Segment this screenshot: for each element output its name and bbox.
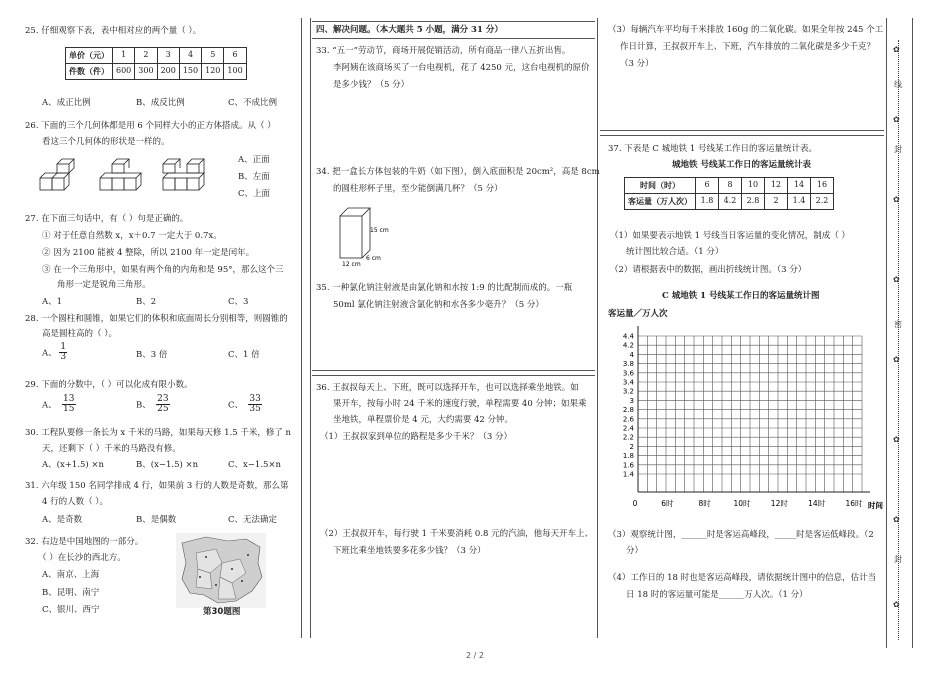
ridership-table-cell: 10 [742, 178, 765, 194]
q36-line3: 坐地铁，单程票价是 4 元，大约需要 42 分钟。 [333, 415, 514, 425]
section-heading: 四、解决问题。（本大题共 5 小题，满分 31 分） [316, 25, 503, 35]
box-depth-label: 6 cm [366, 255, 381, 262]
binding-margin-line [898, 40, 907, 640]
q37-p1-line1: （1）如果要表示地铁 1 号线当日客运量的变化情况，制成（ ） [610, 231, 850, 241]
q27-s2: ② 因为 2100 能被 4 整除，所以 2100 年一定是闰年。 [42, 248, 255, 258]
binding-circle-icon: ✿ [893, 435, 900, 444]
q32-opt-c: C、银川、西宁 [42, 605, 100, 615]
q32-opt-b: B、昆明、南宁 [42, 588, 100, 598]
table-title: 城地铁 号线某工作日的客运量统计表 [672, 160, 811, 170]
q30-opt-a: A、(x+1.5) ×n [42, 460, 105, 470]
q26-text1: 26. 下面的三个几何体都是用 6 个同样大小的正方体搭成。从（ ） [25, 121, 276, 131]
x-tick-label: 6时 [661, 499, 674, 508]
q32-opt-a: A、南京、上海 [42, 570, 100, 580]
q31-opt-c: C、无法确定 [228, 515, 278, 525]
q29-opt-c: C、 $\frac{33}{35}$ [228, 394, 261, 415]
box-height-label: 15 cm [370, 227, 389, 234]
ridership-table-cell: 6 [696, 178, 719, 194]
y-tick-label: 1.8 [622, 452, 634, 461]
binding-circle-icon: ✿ [893, 115, 900, 124]
q37-p4-line1: （4）工作日的 18 时也是客运高峰段，请依据统计图中的信息，估计当 [608, 573, 877, 583]
ridership-chart [600, 320, 884, 520]
ridership-table-cell: 12 [765, 178, 788, 194]
q28-opt-c: C、1 倍 [228, 350, 260, 360]
x-tick-label: 16时 [845, 499, 863, 508]
box-width-label: 12 cm [342, 261, 361, 268]
q33-line3: 是多少钱？（5 分） [333, 80, 410, 90]
binding-label-feng-2: 封 [894, 555, 902, 564]
map-caption: 第30题图 [203, 607, 241, 617]
binding-circle-icon: ✿ [893, 275, 900, 284]
china-map-image [176, 533, 266, 608]
q25-table-cell: 6 [224, 48, 246, 64]
ridership-table-cell: 14 [788, 178, 811, 194]
q36-line1: 36. 王叔叔每天上、下班，既可以选择开车，也可以选择乘坐地铁。如 [316, 383, 579, 393]
q26-text2: 看这三个几何体的形状是一样的。 [42, 137, 170, 147]
q33-line1: 33. “五一”劳动节，商场开展促销活动，所有商品一律八五折出售。 [316, 46, 571, 56]
q37-text: 37. 下表是 C 城地铁 1 号线某工作日的客运量统计表。 [608, 144, 817, 154]
q25-table [65, 47, 247, 80]
q29-opt-b: B、 $\frac{23}{25}$ [136, 394, 169, 415]
q28-text2: 高是圆柱高的（ ）。 [42, 329, 117, 339]
q37-p4-line2: 日 18 时的客运量可能是______万人次。（1 分） [626, 590, 808, 600]
q26-opt-a: A、正面 [238, 155, 270, 165]
binding-circle-icon: ✿ [893, 355, 900, 364]
binding-circle-icon: ✿ [893, 195, 900, 204]
y-tick-label: 2.4 [622, 424, 634, 433]
q25-table-cell: 300 [135, 64, 157, 80]
y-tick-label: 4.4 [622, 332, 634, 341]
q36-part2-line1: （2）王叔叔开车，每行驶 1 千米要消耗 0.8 元的汽油，他每天开车上、 [320, 529, 594, 539]
y-tick-label: 4.2 [622, 341, 634, 350]
q27-text: 27. 在下面三句话中，有（ ）句是正确的。 [25, 214, 189, 224]
q37-p3-line1: （3）观察统计图，______时是客运高峰段，_____时是客运低峰段。（2 [608, 530, 874, 540]
binding-circle-icon: ✿ [893, 515, 900, 524]
x-axis-label: 时间 [868, 501, 883, 510]
y-tick-label: 2.2 [622, 433, 634, 442]
q26-opt-b: B、左面 [238, 172, 270, 182]
q34-line2: 的圆柱形杯子里，至少能倒满几杯？（5 分） [333, 184, 503, 194]
q25-table-cell: 件数（件） [66, 64, 113, 80]
q32-text1: 32. 右边是中国地图的一部分。 [25, 537, 144, 547]
q25-table-cell: 1 [113, 48, 135, 64]
q30-opt-c: C、x−1.5×n [228, 460, 282, 470]
binding-circle-icon: ✿ [893, 600, 900, 609]
q32-text2: （ ）在长沙的西北方。 [38, 553, 126, 563]
q31-opt-b: B、是偶数 [136, 515, 177, 525]
ridership-table [624, 177, 834, 210]
ridership-table-cell: 16 [811, 178, 834, 194]
binding-label-feng: 封 [894, 145, 902, 154]
q25-opt-b: B、成反比例 [136, 98, 185, 108]
y-tick-label: 3.4 [622, 378, 634, 387]
ridership-table-cell: 2 [765, 194, 788, 210]
y-tick-label: 3 [629, 396, 634, 405]
q27-s3a: ③ 在一个三角形中，如果有两个角的内角和是 95°，那么这个三 [42, 265, 284, 275]
q30-opt-b: B、(x−1.5) ×n [136, 460, 199, 470]
x-tick-label: 8时 [698, 499, 711, 508]
y-tick-label: 3.6 [622, 369, 634, 378]
q27-opt-b: B、2 [136, 297, 157, 307]
q37-p3-line2: 分） [626, 546, 644, 556]
q27-s3b: 角形一定是锐角三角形。 [57, 280, 151, 290]
q25-table-cell: 5 [202, 48, 224, 64]
q37-p2: （2）请根据表中的数据，画出折线统计图。（3 分） [610, 265, 807, 275]
q37-p1-line2: 统计图比较合适。（1 分） [626, 247, 724, 257]
q29-text: 29. 下面的分数中，（ ）可以化成有限小数。 [25, 380, 193, 390]
q28-opt-a: A、 $\frac{1}{3}$ [42, 342, 67, 363]
chart-ylabel: 客运量／万人次 [608, 309, 668, 319]
y-tick-label: 3.2 [622, 387, 634, 396]
ridership-table-cell: 2.2 [811, 194, 834, 210]
milk-box-figure [336, 204, 396, 268]
q29-opt-a: A、 $\frac{13}{15}$ [42, 394, 75, 415]
y-tick-label: 2 [629, 442, 634, 451]
q27-opt-c: C、3 [228, 297, 249, 307]
ridership-table-cell: 4.2 [719, 194, 742, 210]
q25-text: 25. 仔细观察下表，表中相对应的两个量（ ）。 [25, 26, 202, 36]
q25-table-cell: 3 [157, 48, 179, 64]
q27-opt-a: A、1 [42, 297, 63, 307]
y-tick-label: 4 [629, 350, 634, 359]
q35-line2: 50ml 氯化钠注射液含氯化钠和水各多少毫升？（5 分） [333, 300, 544, 310]
q36-part3-line3: （3 分） [620, 59, 654, 69]
q36-line2: 果开车，按每小时 24 千米的速度行驶，单程需要 40 分钟；如果乘 [333, 399, 587, 409]
q26-opt-c: C、上面 [238, 189, 271, 199]
q25-table-cell: 200 [157, 64, 179, 80]
binding-circle-icon: ✿ [893, 45, 900, 54]
q30-text2: 天，还剩下（ ）千米的马路没有修。 [42, 444, 181, 454]
y-tick-label: 3.8 [622, 360, 634, 369]
q36-part3-line2: 作日计算，王叔叔开车上、下班，汽车排放的二氧化碳是多少千克？ [620, 42, 876, 52]
page-number: 2 / 2 [466, 651, 484, 660]
q36-part2-line2: 下班比乘坐地铁要多花多少钱？（3 分） [333, 546, 486, 556]
x-tick-label: 12时 [770, 499, 788, 508]
q36-part3-line1: （3）每辆汽车平均每千米排放 160g 的二氧化碳。如果全年按 245 个工 [608, 25, 884, 35]
ridership-table-cell: 时间（时） [625, 178, 696, 194]
ridership-table-cell: 8 [719, 178, 742, 194]
q25-opt-c: C、不成比例 [228, 98, 278, 108]
q30-text1: 30. 工程队要修一条长为 x 千米的马路，如果每天修 1.5 千米，修了 n [25, 428, 292, 438]
x-tick-label: 10时 [733, 499, 751, 508]
q31-text2: 4 行的人数（ ）。 [42, 497, 109, 507]
y-tick-label: 1.6 [622, 461, 634, 470]
q25-table-cell: 150 [179, 64, 201, 80]
q27-s1: ① 对于任意自然数 x，x＋0.7 一定大于 0.7x。 [42, 231, 222, 241]
q36-part1: （1）王叔叔家到单位的路程是多少千米？（3 分） [320, 432, 513, 442]
q25-table-cell: 2 [135, 48, 157, 64]
binding-label-xian: 线 [894, 80, 902, 89]
q28-text1: 28. 一个圆柱和圆锥，如果它们的体积和底面周长分别相等，则圆锥的 [25, 314, 288, 324]
q26-solids-figure [38, 158, 238, 200]
ridership-table-cell: 客运量（万人次） [625, 194, 696, 210]
q25-opt-a: A、成正比例 [42, 98, 91, 108]
q25-table-cell: 4 [179, 48, 201, 64]
q35-line1: 35. 一种氯化钠注射液是由氯化钠和水按 1:9 的比配制而成的。一瓶 [316, 283, 573, 293]
q25-table-cell: 100 [224, 64, 246, 80]
ridership-table-cell: 1.4 [788, 194, 811, 210]
q25-table-cell: 120 [202, 64, 224, 80]
q25-table-cell: 600 [113, 64, 135, 80]
ridership-table-cell: 1.8 [696, 194, 719, 210]
chart-title: C 城地铁 1 号线某工作日的客运量统计图 [662, 291, 820, 301]
q31-opt-a: A、是奇数 [42, 515, 83, 525]
ridership-table-cell: 2.8 [742, 194, 765, 210]
q33-line2: 李阿姨在该商场买了一台电视机，花了 4250 元，这台电视机的原价 [333, 63, 590, 73]
y-tick-label: 2.8 [622, 406, 634, 415]
y-tick-label: 1.4 [622, 470, 634, 479]
q25-table-cell: 单价（元） [66, 48, 113, 64]
x-tick-label: 0 [632, 499, 638, 508]
y-tick-label: 2.6 [622, 415, 634, 424]
q28-opt-b: B、3 倍 [136, 350, 168, 360]
x-tick-label: 14时 [808, 499, 826, 508]
binding-label-mi: 密 [894, 320, 902, 329]
q31-text1: 31. 六年级 150 名同学排成 4 行，如果前 3 行的人数是奇数，那么第 [25, 481, 289, 491]
q34-line1: 34. 把一盒长方体包装的牛奶（如下图），倒入底面积是 20cm²，高是 8cm [316, 167, 600, 177]
